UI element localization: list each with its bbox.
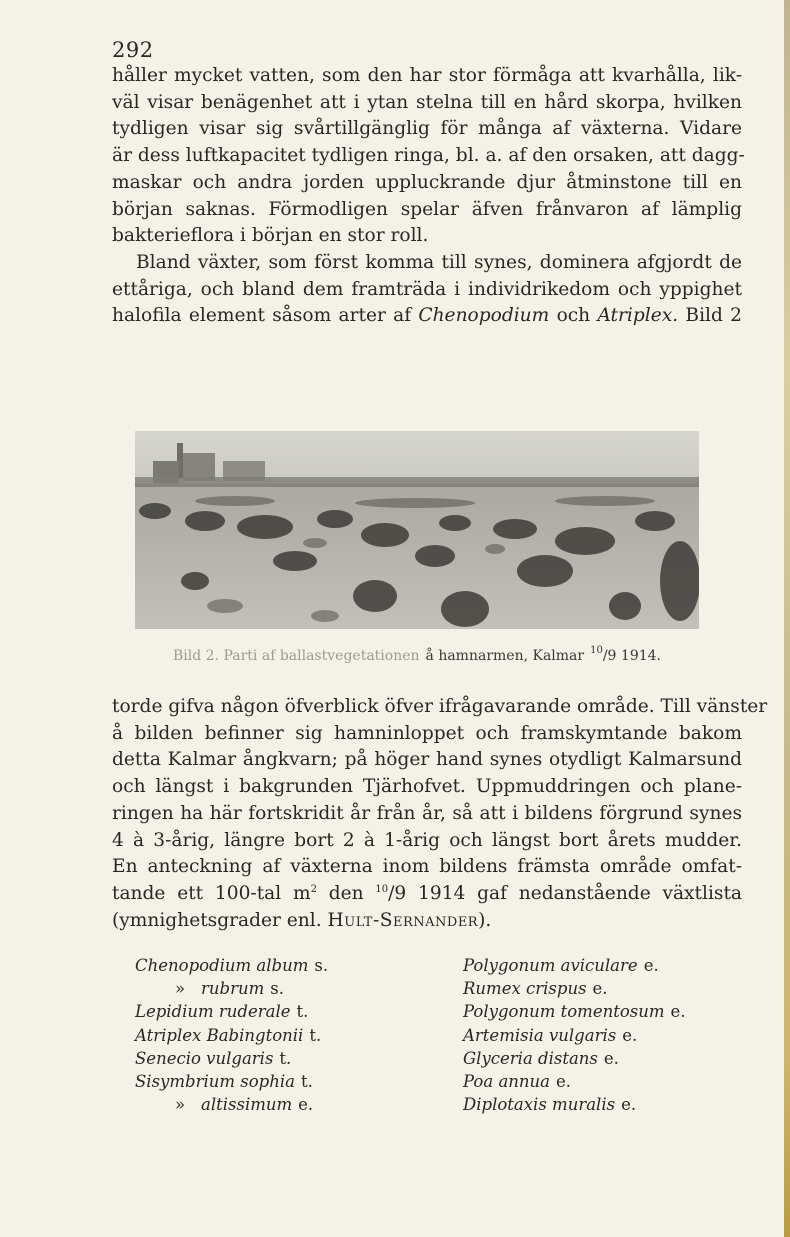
superscript: 2: [310, 883, 317, 895]
text-line: [112, 908, 742, 935]
list-item: [463, 977, 686, 1000]
list-item: [463, 954, 686, 977]
abundance-grade: t.: [279, 1048, 292, 1068]
text-line: [112, 881, 742, 908]
caption-date: [590, 645, 661, 664]
text-line: och längst i bakgrunden Tjärhofvet. Uppmuddringen och plane-: [112, 776, 742, 798]
date-month: /9: [388, 882, 407, 904]
species-name: altissimum: [201, 1095, 293, 1115]
page-number: 292: [112, 38, 154, 62]
figure-caption: [135, 645, 699, 664]
abundance-grade: e.: [298, 1095, 314, 1115]
text-fragment: halofila element såsom arter af: [112, 305, 412, 327]
species-name: Diplotaxis muralis: [463, 1095, 616, 1115]
text-line: bakterieflora i början en stor roll.: [112, 225, 429, 247]
text-line: torde gifva någon öfverblick öfver ifrågavarande område. Till vänster: [112, 696, 768, 717]
species-name: rubrum: [201, 979, 265, 999]
abundance-grade: e.: [643, 956, 659, 975]
species-name: Glyceria distans: [463, 1048, 598, 1068]
text-fragment: 1914 gaf nedanstående växtlista: [418, 882, 743, 904]
abundance-grade: e.: [670, 1002, 686, 1022]
text-line: maskar och andra jorden uppluckrande djur åtminstone till en: [112, 171, 742, 193]
photo-illustration: [135, 431, 699, 629]
genus-chenopodium: Chenopodium: [418, 305, 550, 327]
list-item: [135, 1093, 328, 1116]
abundance-grade: s.: [314, 956, 329, 975]
text-fragment: (ymnighetsgrader enl.: [112, 909, 322, 931]
abundance-grade: s.: [270, 979, 284, 999]
species-name: Sisymbrium sophia: [135, 1072, 295, 1092]
text-line: En anteckning af växterna inom bildens främsta område omfat-: [112, 856, 742, 878]
abundance-grade: t.: [300, 1072, 313, 1092]
list-item: [135, 1024, 328, 1047]
list-item: [463, 1000, 686, 1023]
paragraph-plants: [112, 250, 742, 330]
text-fragment: och: [556, 305, 591, 327]
species-name: Lepidium ruderale: [135, 1002, 291, 1022]
caption-year: 1914.: [620, 648, 661, 664]
species-name: Rumex crispus: [463, 979, 587, 999]
paragraph-soil: [112, 63, 745, 250]
list-item: [463, 1070, 686, 1093]
genus-atriplex: Atriplex.: [597, 305, 679, 327]
text-line: början saknas. Förmodligen spelar äfven frånvaron af lämplig: [112, 198, 742, 220]
list-item: [463, 1047, 686, 1070]
caption-label: Bild 2. Parti af ballastvegetationen: [173, 648, 420, 664]
species-name: Atriplex Babingtonii: [135, 1025, 304, 1045]
text-line: Bland växter, som först komma till synes, dominera afgjordt de: [136, 252, 742, 273]
caption-location: å hamnarmen, Kalmar: [425, 648, 585, 664]
abundance-grade: t.: [309, 1025, 322, 1045]
text-line: håller mycket vatten, som den har stor förmåga att kvarhålla, lik-: [112, 65, 742, 86]
text-line: ringen ha här fortskridit år från år, så att i bildens förgrund synes: [112, 802, 742, 824]
species-name: Senecio vulgaris: [135, 1048, 274, 1068]
list-item: [135, 1047, 328, 1070]
text-line: 4 à 3-årig, längre bort 2 à 1-årig och längst bort årets mudder.: [112, 829, 742, 851]
text-line: ettåriga, och bland dem framträda i individrikedom och yppighet: [112, 278, 742, 300]
species-name: Chenopodium album: [135, 956, 309, 975]
abundance-grade: e.: [603, 1048, 619, 1068]
abundance-grade: e.: [621, 1095, 637, 1115]
ditto-mark: »: [174, 1095, 186, 1115]
list-item: [135, 977, 328, 1000]
species-name: Polygonum aviculare: [463, 956, 638, 975]
author-name: Hult-Sernander: [327, 909, 479, 931]
harbour-photograph: [135, 431, 699, 629]
ditto-mark: »: [174, 979, 186, 999]
list-item: [463, 1093, 686, 1116]
text-line: är dess luftkapacitet tydligen ringa, bl. a. af den orsaken, att dagg-: [112, 145, 745, 167]
species-list-left: [135, 954, 328, 1116]
species-name: Polygonum tomentosum: [463, 1002, 665, 1022]
list-item: [135, 1070, 328, 1093]
species-list-right: [463, 954, 686, 1116]
species-name: Artemisia vulgaris: [463, 1025, 617, 1045]
abundance-grade: t.: [296, 1002, 309, 1022]
species-name: Poa annua: [463, 1072, 551, 1092]
text-fragment: den: [328, 882, 364, 904]
paragraph-description: [112, 694, 768, 934]
list-item: [135, 1000, 328, 1023]
date-month: /9: [602, 648, 617, 664]
text-fragment: ).: [478, 909, 492, 931]
list-item: [135, 954, 328, 977]
abundance-grade: e.: [622, 1025, 638, 1045]
text-line: tydligen visar sig svårtillgänglig för många af växterna. Vidare: [112, 118, 742, 140]
date-day: 10: [375, 883, 389, 895]
abundance-grade: e.: [592, 979, 608, 999]
text-fragment: Bild 2: [685, 305, 742, 327]
text-line: å bilden befinner sig hamninloppet och framskymtande bakom: [112, 722, 742, 744]
text-fragment: tande ett 100-tal m: [112, 882, 311, 904]
page-edge: [784, 0, 790, 1237]
abundance-grade: e.: [556, 1072, 572, 1092]
text-line: väl visar benägenhet att i ytan stelna till en hård skorpa, hvilken: [112, 91, 742, 113]
text-line: [112, 303, 742, 330]
text-line: detta Kalmar ångkvarn; på höger hand synes otydligt Kalmarsund: [112, 749, 742, 771]
list-item: [463, 1024, 686, 1047]
date-day: 10: [590, 645, 603, 656]
